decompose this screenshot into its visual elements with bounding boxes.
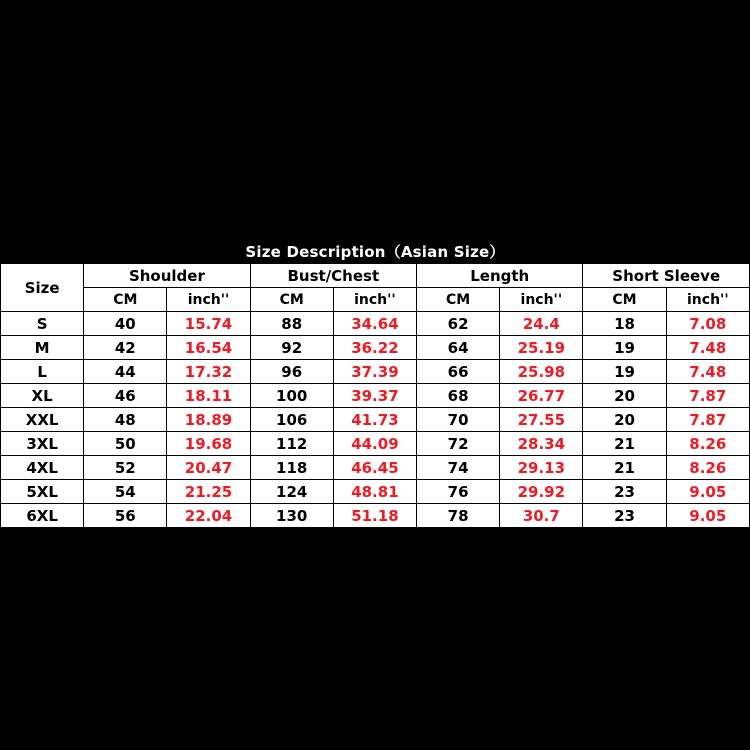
unit-shoulder-inch: inch'' <box>167 288 250 312</box>
cell-length-inch: 26.77 <box>500 384 583 408</box>
cell-sleeve-cm: 21 <box>583 456 666 480</box>
cell-sleeve-cm: 20 <box>583 384 666 408</box>
cell-length-cm: 68 <box>417 384 500 408</box>
cell-length-inch: 28.34 <box>500 432 583 456</box>
cell-bust-cm: 124 <box>250 480 333 504</box>
cell-sleeve-cm: 19 <box>583 336 666 360</box>
cell-size: 6XL <box>1 504 84 528</box>
cell-length-cm: 64 <box>417 336 500 360</box>
table-row <box>1 456 750 480</box>
cell-bust-inch: 44.09 <box>333 432 416 456</box>
cell-sleeve-cm: 23 <box>583 480 666 504</box>
cell-size: 5XL <box>1 480 84 504</box>
cell-length-inch: 30.7 <box>500 504 583 528</box>
cell-shoulder-inch: 15.74 <box>167 312 250 336</box>
size-chart <box>0 239 750 528</box>
cell-shoulder-inch: 19.68 <box>167 432 250 456</box>
table-title-row <box>1 240 750 264</box>
table-row <box>1 408 750 432</box>
cell-shoulder-inch: 22.04 <box>167 504 250 528</box>
cell-shoulder-cm: 48 <box>84 408 167 432</box>
cell-bust-inch: 51.18 <box>333 504 416 528</box>
cell-shoulder-inch: 18.11 <box>167 384 250 408</box>
cell-shoulder-cm: 44 <box>84 360 167 384</box>
cell-shoulder-inch: 20.47 <box>167 456 250 480</box>
unit-length-cm: CM <box>417 288 500 312</box>
cell-bust-inch: 34.64 <box>333 312 416 336</box>
cell-size: L <box>1 360 84 384</box>
cell-length-cm: 62 <box>417 312 500 336</box>
cell-length-inch: 25.98 <box>500 360 583 384</box>
header-short-sleeve: Short Sleeve <box>583 264 750 288</box>
cell-shoulder-cm: 56 <box>84 504 167 528</box>
cell-shoulder-cm: 50 <box>84 432 167 456</box>
unit-bust-inch: inch'' <box>333 288 416 312</box>
table-row <box>1 360 750 384</box>
header-length: Length <box>417 264 583 288</box>
cell-sleeve-inch: 8.26 <box>666 456 749 480</box>
cell-shoulder-cm: 42 <box>84 336 167 360</box>
unit-shoulder-cm: CM <box>84 288 167 312</box>
table-unit-header-row <box>1 288 750 312</box>
cell-size: 4XL <box>1 456 84 480</box>
cell-sleeve-inch: 9.05 <box>666 480 749 504</box>
cell-bust-cm: 112 <box>250 432 333 456</box>
cell-length-cm: 70 <box>417 408 500 432</box>
cell-length-cm: 76 <box>417 480 500 504</box>
cell-shoulder-inch: 16.54 <box>167 336 250 360</box>
cell-size: 3XL <box>1 432 84 456</box>
unit-sleeve-cm: CM <box>583 288 666 312</box>
table-row <box>1 384 750 408</box>
cell-shoulder-cm: 52 <box>84 456 167 480</box>
cell-shoulder-cm: 46 <box>84 384 167 408</box>
table-row <box>1 312 750 336</box>
cell-shoulder-inch: 18.89 <box>167 408 250 432</box>
cell-bust-cm: 96 <box>250 360 333 384</box>
header-shoulder: Shoulder <box>84 264 250 288</box>
header-bust-chest: Bust/Chest <box>250 264 416 288</box>
table-row <box>1 432 750 456</box>
cell-shoulder-cm: 40 <box>84 312 167 336</box>
cell-length-inch: 24.4 <box>500 312 583 336</box>
cell-sleeve-inch: 7.87 <box>666 408 749 432</box>
table-group-header-row <box>1 264 750 288</box>
cell-size: XXL <box>1 408 84 432</box>
table-row <box>1 336 750 360</box>
cell-sleeve-inch: 8.26 <box>666 432 749 456</box>
cell-sleeve-inch: 9.05 <box>666 504 749 528</box>
cell-bust-cm: 130 <box>250 504 333 528</box>
cell-shoulder-inch: 17.32 <box>167 360 250 384</box>
cell-bust-inch: 36.22 <box>333 336 416 360</box>
cell-bust-cm: 118 <box>250 456 333 480</box>
cell-sleeve-cm: 21 <box>583 432 666 456</box>
cell-sleeve-inch: 7.48 <box>666 360 749 384</box>
cell-sleeve-cm: 18 <box>583 312 666 336</box>
cell-sleeve-cm: 20 <box>583 408 666 432</box>
cell-shoulder-inch: 21.25 <box>167 480 250 504</box>
cell-length-inch: 29.13 <box>500 456 583 480</box>
unit-length-inch: inch'' <box>500 288 583 312</box>
unit-sleeve-inch: inch'' <box>666 288 749 312</box>
cell-sleeve-cm: 19 <box>583 360 666 384</box>
cell-bust-inch: 46.45 <box>333 456 416 480</box>
cell-size: XL <box>1 384 84 408</box>
cell-length-cm: 78 <box>417 504 500 528</box>
cell-bust-cm: 88 <box>250 312 333 336</box>
table-row <box>1 504 750 528</box>
cell-length-inch: 27.55 <box>500 408 583 432</box>
cell-size: S <box>1 312 84 336</box>
cell-sleeve-inch: 7.48 <box>666 336 749 360</box>
header-size: Size <box>1 264 84 312</box>
table-title: Size Description（Asian Size） <box>1 240 750 264</box>
cell-sleeve-inch: 7.87 <box>666 384 749 408</box>
cell-length-cm: 72 <box>417 432 500 456</box>
cell-bust-cm: 106 <box>250 408 333 432</box>
cell-length-cm: 66 <box>417 360 500 384</box>
cell-size: M <box>1 336 84 360</box>
cell-bust-inch: 41.73 <box>333 408 416 432</box>
cell-length-cm: 74 <box>417 456 500 480</box>
table-row <box>1 480 750 504</box>
cell-bust-inch: 48.81 <box>333 480 416 504</box>
cell-bust-cm: 92 <box>250 336 333 360</box>
cell-length-inch: 29.92 <box>500 480 583 504</box>
cell-length-inch: 25.19 <box>500 336 583 360</box>
unit-bust-cm: CM <box>250 288 333 312</box>
cell-bust-cm: 100 <box>250 384 333 408</box>
cell-sleeve-inch: 7.08 <box>666 312 749 336</box>
cell-bust-inch: 37.39 <box>333 360 416 384</box>
cell-shoulder-cm: 54 <box>84 480 167 504</box>
size-description-table <box>0 239 750 528</box>
cell-bust-inch: 39.37 <box>333 384 416 408</box>
cell-sleeve-cm: 23 <box>583 504 666 528</box>
